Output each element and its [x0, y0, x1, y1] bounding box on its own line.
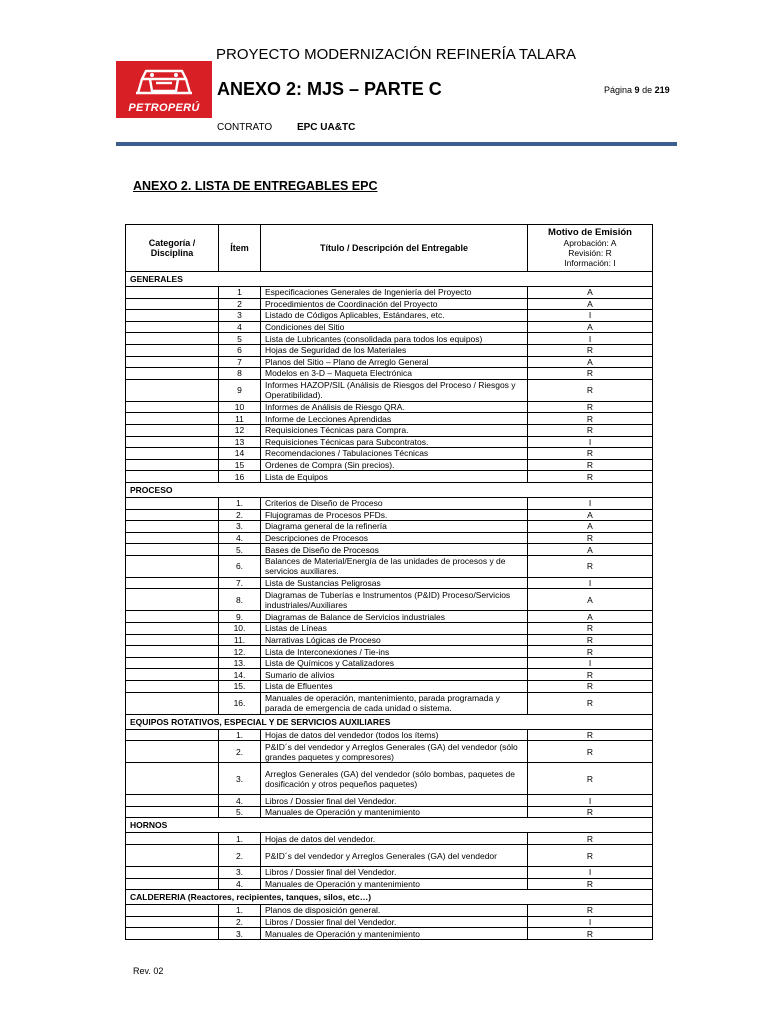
item-number: 7.	[219, 577, 261, 589]
item-number: 14	[219, 448, 261, 460]
emission-code: I	[528, 657, 653, 669]
deliverable-title: Lista de Sustancias Peligrosas	[261, 577, 528, 589]
category-row	[126, 482, 653, 497]
item-number: 9	[219, 379, 261, 401]
deliverable-title: Recomendaciones / Tabulaciones Técnicas	[261, 448, 528, 460]
emission-code: A	[528, 356, 653, 368]
motivo-title: Motivo de Emisión	[548, 227, 632, 238]
deliverables-table	[125, 224, 653, 940]
item-number: 1.	[219, 905, 261, 917]
item-number: 13.	[219, 657, 261, 669]
table-body	[126, 272, 653, 940]
deliverable-title: Procedimientos de Coordinación del Proyecto	[261, 298, 528, 310]
item-number: 2.	[219, 916, 261, 928]
deliverable-title: Hojas de datos del vendedor (todos los ítems)	[261, 729, 528, 741]
page-separator: de	[642, 85, 653, 95]
category-cell	[126, 845, 219, 867]
item-number: 4.	[219, 532, 261, 544]
item-number: 8	[219, 368, 261, 380]
emission-code: A	[528, 298, 653, 310]
deliverable-title: Manuales de Operación y mantenimiento	[261, 928, 528, 940]
emission-code: R	[528, 448, 653, 460]
category-cell	[126, 344, 219, 356]
emission-code: R	[528, 681, 653, 693]
deliverable-title: Ordenes de Compra (Sin precios).	[261, 459, 528, 471]
category-cell	[126, 634, 219, 646]
deliverable-title: Manuales de operación, mantenimiento, parada programada y parada de emergencia de cada unidad o sistema.	[261, 692, 528, 714]
contract-value: EPC UA&TC	[296, 122, 356, 133]
emission-code: I	[528, 916, 653, 928]
deliverable-title: Planos de disposición general.	[261, 905, 528, 917]
category-cell	[126, 905, 219, 917]
item-number: 16.	[219, 692, 261, 714]
emission-code: R	[528, 833, 653, 845]
category-cell	[126, 763, 219, 795]
project-title: PROYECTO MODERNIZACIÓN REFINERÍA TALARA	[216, 46, 577, 63]
category-name: HORNOS	[126, 818, 653, 833]
table-row	[126, 532, 653, 544]
table-row	[126, 867, 653, 879]
emission-code: R	[528, 646, 653, 658]
category-cell	[126, 741, 219, 763]
emission-code: A	[528, 287, 653, 299]
deliverable-title: Descripciones de Procesos	[261, 532, 528, 544]
emission-code: I	[528, 497, 653, 509]
item-number: 4.	[219, 795, 261, 807]
emission-code: I	[528, 333, 653, 345]
emission-code: A	[528, 589, 653, 611]
emission-code: R	[528, 729, 653, 741]
deliverable-title: Manuales de Operación y mantenimiento	[261, 878, 528, 890]
table-row	[126, 287, 653, 299]
deliverable-title: Diagramas de Balance de Servicios industriales	[261, 611, 528, 623]
item-number: 8.	[219, 589, 261, 611]
emission-code: I	[528, 310, 653, 322]
table-row	[126, 344, 653, 356]
table-row	[126, 741, 653, 763]
motivo-info: Información: I	[564, 258, 616, 268]
emission-code: R	[528, 692, 653, 714]
category-cell	[126, 833, 219, 845]
table-row	[126, 833, 653, 845]
category-row	[126, 890, 653, 905]
revision-label: Rev. 02	[133, 966, 164, 976]
deliverable-title: Requisiciones Técnicas para Compra.	[261, 424, 528, 436]
deliverable-title: Balances de Material/Energía de las unidades de procesos y de servicios auxiliares.	[261, 555, 528, 577]
category-cell	[126, 657, 219, 669]
item-number: 6.	[219, 555, 261, 577]
category-name: CALDERERIA (Reactores, recipientes, tanques, silos, etc…)	[126, 890, 653, 905]
emission-code: A	[528, 321, 653, 333]
category-cell	[126, 867, 219, 879]
deliverable-title: Lista de Químicos y Catalizadores	[261, 657, 528, 669]
table-row	[126, 413, 653, 425]
category-cell	[126, 729, 219, 741]
logo-emblem-icon	[116, 63, 212, 103]
emission-code: R	[528, 471, 653, 483]
emission-code: I	[528, 867, 653, 879]
category-cell	[126, 287, 219, 299]
contract-label: CONTRATO	[217, 122, 273, 133]
motivo-review: Revisión: R	[568, 248, 612, 258]
item-number: 11.	[219, 634, 261, 646]
deliverable-title: Hojas de datos del vendedor.	[261, 833, 528, 845]
table-row	[126, 448, 653, 460]
header-title: Título / Descripción del Entregable	[261, 225, 528, 272]
table-row	[126, 368, 653, 380]
emission-code: R	[528, 413, 653, 425]
item-number: 2.	[219, 741, 261, 763]
table-row	[126, 795, 653, 807]
category-cell	[126, 611, 219, 623]
category-cell	[126, 471, 219, 483]
category-cell	[126, 928, 219, 940]
table-row	[126, 669, 653, 681]
category-cell	[126, 646, 219, 658]
emission-code: A	[528, 521, 653, 533]
deliverable-title: Informe de Lecciones Aprendidas	[261, 413, 528, 425]
item-number: 13	[219, 436, 261, 448]
table-row	[126, 459, 653, 471]
table-row	[126, 509, 653, 521]
item-number: 3	[219, 310, 261, 322]
annex-title: ANEXO 2: MJS – PARTE C	[217, 79, 442, 99]
category-cell	[126, 623, 219, 635]
deliverable-title: Lista de Lubricantes (consolidada para todos los equipos)	[261, 333, 528, 345]
category-cell	[126, 379, 219, 401]
item-number: 5.	[219, 544, 261, 556]
emission-code: R	[528, 401, 653, 413]
emission-code: R	[528, 344, 653, 356]
item-number: 12.	[219, 646, 261, 658]
header-item: Ítem	[219, 225, 261, 272]
contract-line	[217, 122, 355, 133]
item-number: 15.	[219, 681, 261, 693]
page-total: 219	[654, 85, 670, 95]
emission-code: R	[528, 634, 653, 646]
item-number: 4.	[219, 878, 261, 890]
item-number: 4	[219, 321, 261, 333]
category-cell	[126, 356, 219, 368]
category-cell	[126, 681, 219, 693]
category-cell	[126, 436, 219, 448]
table-row	[126, 763, 653, 795]
table-row	[126, 436, 653, 448]
emission-code: A	[528, 544, 653, 556]
table-row	[126, 611, 653, 623]
deliverable-title: Informes de Análisis de Riesgo QRA.	[261, 401, 528, 413]
table-row	[126, 916, 653, 928]
table-row	[126, 544, 653, 556]
section-title: ANEXO 2. LISTA DE ENTREGABLES EPC	[133, 179, 378, 193]
table-row	[126, 634, 653, 646]
table-row	[126, 310, 653, 322]
logo-wordmark: PETROPERÚ	[128, 102, 200, 114]
emission-code: R	[528, 845, 653, 867]
deliverable-title: P&ID´s del vendedor y Arreglos Generales (GA) del vendedor (sólo grandes paquetes y compresores)	[261, 741, 528, 763]
deliverable-title: Hojas de Seguridad de los Materiales	[261, 344, 528, 356]
category-cell	[126, 310, 219, 322]
deliverable-title: Bases de Diseño de Procesos	[261, 544, 528, 556]
category-cell	[126, 459, 219, 471]
emission-code: I	[528, 795, 653, 807]
emission-code: R	[528, 741, 653, 763]
item-number: 3.	[219, 867, 261, 879]
deliverable-title: Especificaciones Generales de Ingeniería del Proyecto	[261, 287, 528, 299]
motivo-approval: Aprobación: A	[563, 238, 617, 248]
item-number: 7	[219, 356, 261, 368]
table-row	[126, 298, 653, 310]
category-cell	[126, 544, 219, 556]
category-cell	[126, 555, 219, 577]
category-cell	[126, 692, 219, 714]
item-number: 6	[219, 344, 261, 356]
category-cell	[126, 509, 219, 521]
category-cell	[126, 321, 219, 333]
table-row	[126, 878, 653, 890]
category-row	[126, 272, 653, 287]
item-number: 3.	[219, 928, 261, 940]
item-number: 5.	[219, 806, 261, 818]
table-row	[126, 379, 653, 401]
category-cell	[126, 401, 219, 413]
deliverable-title: Manuales de Operación y mantenimiento	[261, 806, 528, 818]
table-row	[126, 729, 653, 741]
item-number: 3.	[219, 521, 261, 533]
item-number: 1.	[219, 497, 261, 509]
emission-code: R	[528, 905, 653, 917]
item-number: 11	[219, 413, 261, 425]
deliverable-title: Diagramas de Tuberías e Instrumentos (P&ID) Proceso/Servicios industriales/Auxiliares	[261, 589, 528, 611]
emission-code: R	[528, 532, 653, 544]
emission-code: R	[528, 424, 653, 436]
deliverable-title: Libros / Dossier final del Vendedor.	[261, 916, 528, 928]
deliverable-title: Listado de Códigos Aplicables, Estándares, etc.	[261, 310, 528, 322]
item-number: 1.	[219, 833, 261, 845]
deliverable-title: Diagrama general de la refinería	[261, 521, 528, 533]
deliverable-title: Condiciones del Sitio	[261, 321, 528, 333]
emission-code: R	[528, 806, 653, 818]
table-row	[126, 681, 653, 693]
header-divider	[116, 142, 677, 146]
table-row	[126, 356, 653, 368]
deliverable-title: Libros / Dossier final del Vendedor.	[261, 867, 528, 879]
emission-code: I	[528, 577, 653, 589]
table-row	[126, 692, 653, 714]
deliverable-title: Informes HAZOP/SIL (Análisis de Riesgos del Proceso / Riesgos y Operatibilidad).	[261, 379, 528, 401]
item-number: 2.	[219, 509, 261, 521]
category-name: PROCESO	[126, 482, 653, 497]
deliverable-title: Listas de Líneas	[261, 623, 528, 635]
deliverable-title: Modelos en 3-D – Maqueta Electrónica	[261, 368, 528, 380]
category-cell	[126, 521, 219, 533]
table-row	[126, 806, 653, 818]
emission-code: R	[528, 623, 653, 635]
table-row	[126, 321, 653, 333]
category-cell	[126, 806, 219, 818]
emission-code: A	[528, 611, 653, 623]
deliverable-title: Planos del Sitio – Plano de Arreglo General	[261, 356, 528, 368]
emission-code: R	[528, 555, 653, 577]
item-number: 1	[219, 287, 261, 299]
deliverable-title: Requisiciones Técnicas para Subcontratos.	[261, 436, 528, 448]
category-cell	[126, 368, 219, 380]
item-number: 10	[219, 401, 261, 413]
item-number: 15	[219, 459, 261, 471]
category-cell	[126, 333, 219, 345]
emission-code: R	[528, 669, 653, 681]
deliverable-title: Flujogramas de Procesos PFDs.	[261, 509, 528, 521]
table-row	[126, 471, 653, 483]
emission-code: A	[528, 509, 653, 521]
page-current: 9	[634, 85, 640, 95]
category-row	[126, 714, 653, 729]
emission-code: R	[528, 763, 653, 795]
category-name: EQUIPOS ROTATIVOS, ESPECIAL Y DE SERVICIOS AUXILIARES	[126, 714, 653, 729]
item-number: 2.	[219, 845, 261, 867]
category-cell	[126, 669, 219, 681]
deliverable-title: Sumario de alivios	[261, 669, 528, 681]
category-cell	[126, 916, 219, 928]
item-number: 3.	[219, 763, 261, 795]
table-row	[126, 905, 653, 917]
item-number: 14.	[219, 669, 261, 681]
table-row	[126, 589, 653, 611]
category-cell	[126, 795, 219, 807]
deliverable-title: Criterios de Diseño de Proceso	[261, 497, 528, 509]
category-cell	[126, 448, 219, 460]
category-cell	[126, 577, 219, 589]
table-row	[126, 623, 653, 635]
table-row	[126, 333, 653, 345]
category-cell	[126, 878, 219, 890]
item-number: 10.	[219, 623, 261, 635]
category-cell	[126, 497, 219, 509]
table-row	[126, 497, 653, 509]
deliverable-title: Narrativas Lógicas de Proceso	[261, 634, 528, 646]
table-row	[126, 424, 653, 436]
category-cell	[126, 424, 219, 436]
table-row	[126, 845, 653, 867]
table-row	[126, 577, 653, 589]
deliverable-title: Lista de Efluentes	[261, 681, 528, 693]
table-row	[126, 646, 653, 658]
deliverable-title: P&ID´s del vendedor y Arreglos Generales (GA) del vendedor	[261, 845, 528, 867]
deliverable-title: Arreglos Generales (GA) del vendedor (sólo bombas, paquetes de dosificación y otros pequeños paquetes)	[261, 763, 528, 795]
emission-code: R	[528, 379, 653, 401]
category-cell	[126, 413, 219, 425]
table-row	[126, 401, 653, 413]
emission-code: R	[528, 368, 653, 380]
item-number: 9.	[219, 611, 261, 623]
item-number: 12	[219, 424, 261, 436]
deliverable-title: Libros / Dossier final del Vendedor.	[261, 795, 528, 807]
item-number: 16	[219, 471, 261, 483]
category-name: GENERALES	[126, 272, 653, 287]
header-category: Categoría / Disciplina	[126, 225, 219, 272]
page-prefix: Página	[604, 85, 633, 95]
table-row	[126, 555, 653, 577]
category-row	[126, 818, 653, 833]
table-row	[126, 521, 653, 533]
deliverable-title: Lista de Interconexiones / Tie-ins	[261, 646, 528, 658]
category-cell	[126, 298, 219, 310]
table-row	[126, 657, 653, 669]
category-cell	[126, 589, 219, 611]
emission-code: R	[528, 459, 653, 471]
item-number: 5	[219, 333, 261, 345]
table-row	[126, 928, 653, 940]
emission-code: R	[528, 928, 653, 940]
emission-code: I	[528, 436, 653, 448]
category-cell	[126, 532, 219, 544]
item-number: 1.	[219, 729, 261, 741]
emission-code: R	[528, 878, 653, 890]
deliverable-title: Lista de Equipos	[261, 471, 528, 483]
header-motivo	[528, 225, 653, 272]
page-indicator	[604, 85, 670, 95]
item-number: 2	[219, 298, 261, 310]
petroperu-logo	[116, 61, 212, 118]
